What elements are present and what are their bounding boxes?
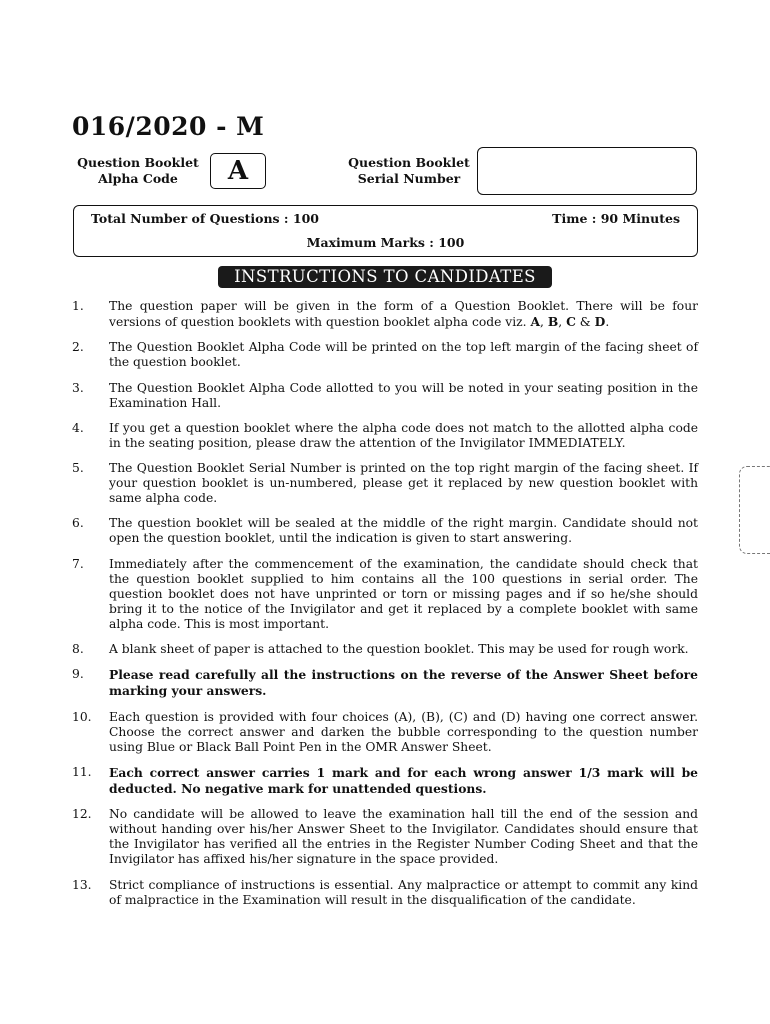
- instruction-number: 9.: [72, 667, 84, 682]
- instruction-text: A blank sheet of paper is attached to the question booklet. This may be used for rough work.: [109, 642, 689, 657]
- exam-info-box: [73, 205, 698, 257]
- alpha-code-label-line1: Question Booklet: [77, 155, 199, 170]
- instruction-text: Please read carefully all the instructions on the reverse of the Answer Sheet before marking your answers.: [109, 667, 698, 699]
- instruction-item: [72, 667, 698, 699]
- instruction-text: Each correct answer carries 1 mark and for each wrong answer 1/3 mark will be deducted. No negative mark for unattended questions.: [109, 764, 698, 796]
- instruction-number: 7.: [72, 556, 84, 571]
- booklet-code: 016/2020 - M: [72, 112, 265, 141]
- total-questions: Total Number of Questions : 100: [91, 211, 319, 226]
- instruction-item: [72, 340, 698, 370]
- instruction-text: The question booklet will be sealed at the middle of the right margin. Candidate should not open the question booklet, until the indication is given to start answering.: [109, 516, 698, 546]
- instruction-item: [72, 642, 698, 657]
- instruction-item: [72, 557, 698, 632]
- instruction-number: 4.: [72, 420, 84, 435]
- instruction-number: 6.: [72, 516, 84, 531]
- instruction-item: [72, 765, 698, 797]
- alpha-code-letter: A: [530, 314, 541, 329]
- instruction-item: [72, 710, 698, 755]
- instruction-number: 11.: [72, 764, 92, 779]
- serial-number-label-line2: Serial Number: [357, 171, 461, 186]
- instruction-item: [72, 461, 698, 506]
- instruction-item: [72, 381, 698, 411]
- instruction-item: [72, 878, 698, 908]
- alpha-code-letter: D: [594, 314, 606, 329]
- instruction-text: No candidate will be allowed to leave the examination hall till the end of the session and without handing over his/her Answer Sheet to the Invigilator. Candidates should ensure that the Invigilator has verified all the entries in the Register Number Coding Sheet and that the Invigilator has affixed his/her signature in the space provided.: [109, 807, 698, 867]
- maximum-marks: Maximum Marks : 100: [306, 235, 465, 250]
- instruction-text: The Question Booklet Alpha Code allotted to you will be noted in your seating position in the Examination Hall.: [109, 380, 698, 410]
- instruction-text: The Question Booklet Alpha Code will be printed on the top left margin of the facing sheet of the question booklet.: [109, 340, 698, 370]
- alpha-code-letter: B: [547, 314, 559, 329]
- instruction-number: 3.: [72, 380, 84, 395]
- instruction-number: 10.: [72, 709, 92, 724]
- instructions-heading: INSTRUCTIONS TO CANDIDATES: [218, 266, 552, 288]
- instruction-text: Strict compliance of instructions is essential. Any malpractice or attempt to commit any kind of malpractice in the Examination will result in the disqualification of the candidate.: [109, 877, 698, 907]
- instruction-number: 13.: [72, 877, 92, 892]
- instruction-text: Each question is provided with four choices (A), (B), (C) and (D) having one correct answer. Choose the correct answer and darken the bubble corresponding to the question number using Blue or Black Ball Point Pen in the OMR Answer Sheet.: [109, 709, 698, 754]
- instruction-text: The Question Booklet Serial Number is printed on the top right margin of the facing sheet. If your question booklet is un-numbered, please get it replaced by new question booklet with same alpha code.: [109, 461, 698, 506]
- instruction-number: 12.: [72, 807, 92, 822]
- instruction-item: [72, 421, 698, 451]
- instructions-list: [72, 299, 698, 918]
- exam-time: Time : 90 Minutes: [552, 211, 680, 226]
- seal-margin-mark: [739, 466, 770, 554]
- instruction-item: [72, 807, 698, 867]
- alpha-code-label-line2: Alpha Code: [98, 171, 178, 186]
- alpha-code-label: [76, 155, 200, 187]
- instruction-number: 8.: [72, 642, 84, 657]
- instruction-item: [72, 516, 698, 546]
- alpha-code-letter: C: [566, 314, 576, 329]
- instruction-text: The question paper will be given in the form of a Question Booklet. There will be four versions of question booklets with question booklet alpha code viz. A, B, C & D.: [109, 299, 698, 329]
- alpha-code-box: A: [210, 153, 266, 189]
- serial-number-label-line1: Question Booklet: [348, 155, 470, 170]
- instruction-number: 1.: [72, 299, 84, 313]
- instruction-text: If you get a question booklet where the alpha code does not match to the allotted alpha code in the seating position, please draw the attention of the Invigilator IMMEDIATELY.: [109, 420, 698, 450]
- instruction-item: [72, 299, 698, 330]
- serial-number-label: [343, 155, 475, 187]
- instruction-text: Immediately after the commencement of the examination, the candidate should check that the question booklet supplied to him contains all the 100 questions in serial order. The question booklet does not have unprinted or torn or missing pages and if so he/she should bring it to the notice of the Invigilator and get it replaced by a complete booklet with same alpha code. This is most important.: [109, 556, 698, 631]
- instruction-number: 2.: [72, 340, 84, 355]
- serial-number-box: [477, 147, 697, 195]
- instruction-number: 5.: [72, 461, 84, 476]
